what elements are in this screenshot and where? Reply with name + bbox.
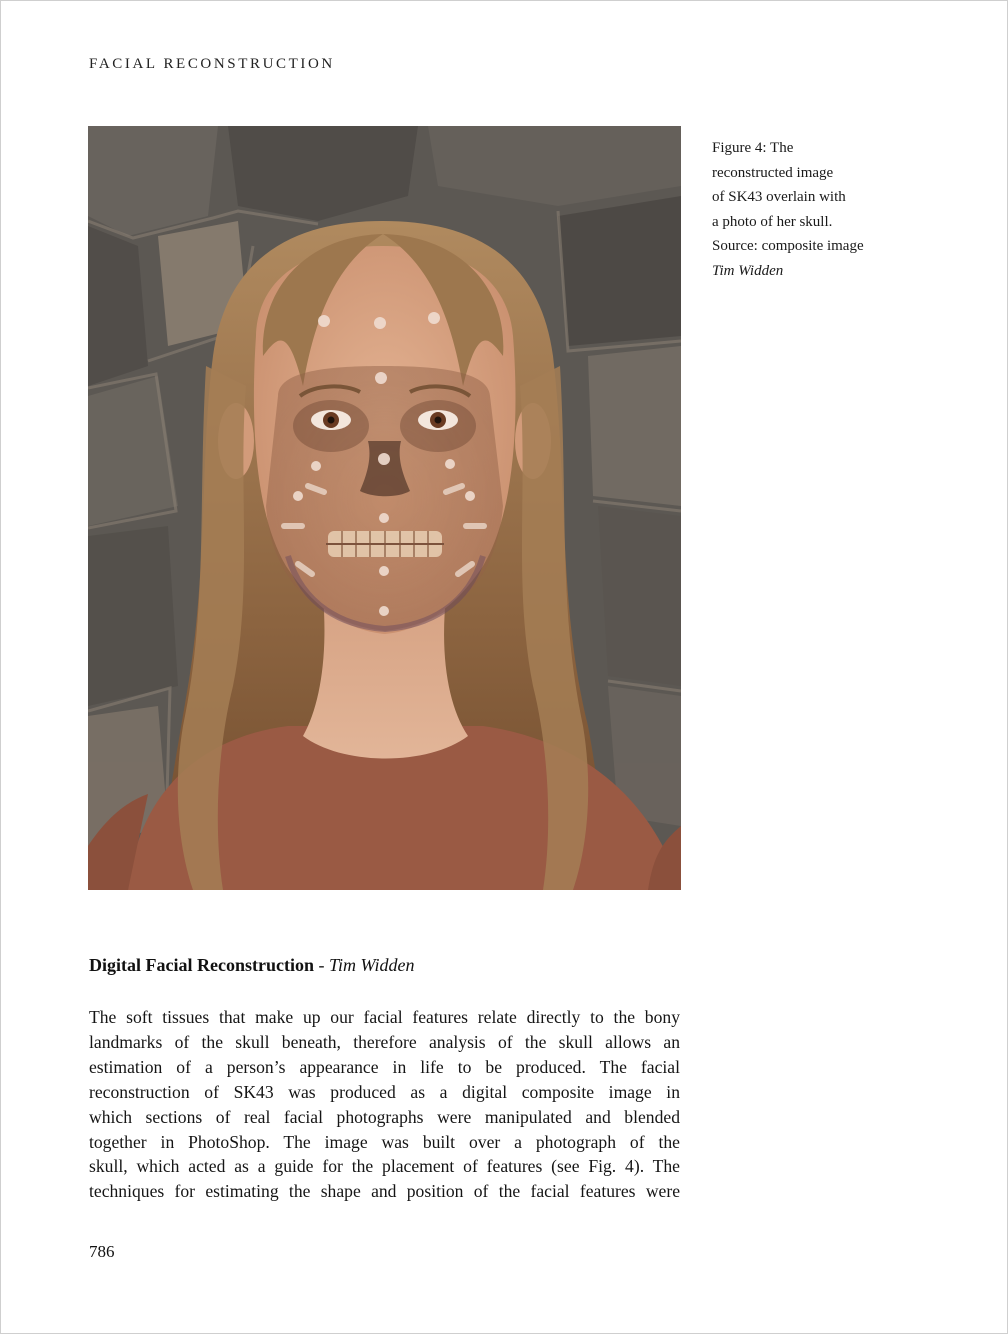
figure-caption xyxy=(712,136,912,284)
body-line: together in PhotoShop. The image was built over a photograph of the xyxy=(89,1131,680,1152)
section-title: Digital Facial Reconstruction xyxy=(89,955,314,975)
body-line: skull, which acted as a guide for the placement of features (see Fig. 4). The xyxy=(89,1156,680,1177)
section-author: Tim Widden xyxy=(328,955,415,975)
page-number: 786 xyxy=(89,1242,115,1261)
figure-reconstruction-image xyxy=(88,126,681,890)
caption-line: Figure 4: The xyxy=(712,140,794,156)
caption-credit: Tim Widden xyxy=(712,262,784,279)
reconstruction-photo xyxy=(88,126,681,890)
section-heading xyxy=(89,955,414,976)
body-line: reconstruction of SK43 was produced as a digital composite image in xyxy=(89,1081,680,1102)
body-line: landmarks of the skull beneath, therefore analysis of the skull allows an xyxy=(89,1031,680,1052)
body-line: estimation of a person’s appearance in life to be produced. The facial xyxy=(89,1056,680,1077)
caption-line: of SK43 overlain with xyxy=(712,189,846,206)
running-head: FACIAL RECONSTRUCTION xyxy=(89,56,335,72)
body-paragraph xyxy=(89,1005,680,1204)
body-line: which sections of real facial photographs were manipulated and blended xyxy=(89,1106,680,1127)
body-line: techniques for estimating the shape and position of the facial features were xyxy=(89,1181,680,1202)
body-line: The soft tissues that make up our facial features relate directly to the bony xyxy=(89,1007,680,1027)
caption-line: Source: composite image xyxy=(712,238,864,255)
caption-line: reconstructed image xyxy=(712,164,834,181)
section-separator: - xyxy=(313,955,329,975)
caption-line: a photo of her skull. xyxy=(712,213,833,230)
